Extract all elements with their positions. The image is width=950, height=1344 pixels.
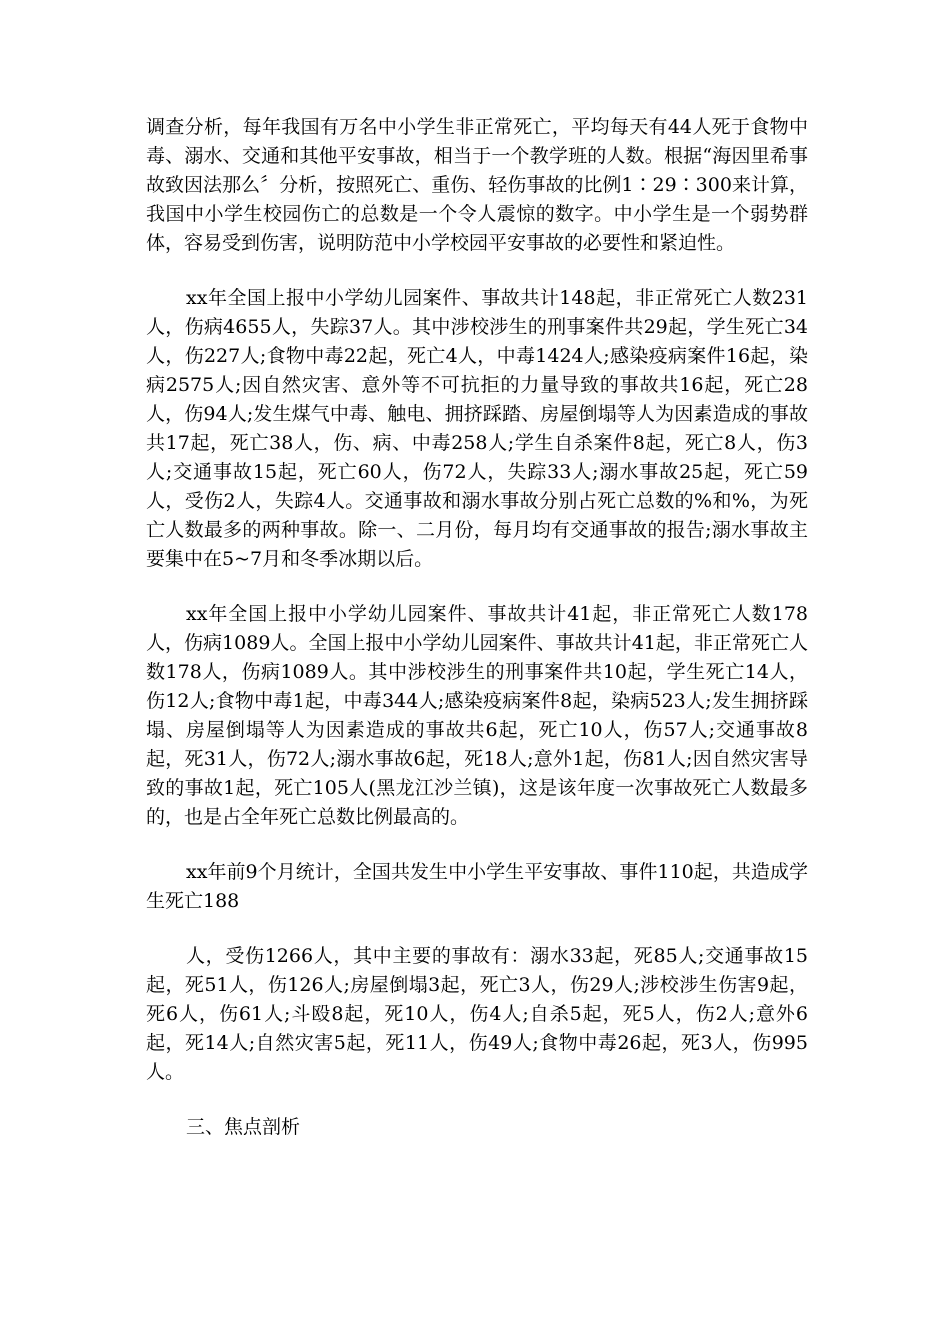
paragraph-intro: 调查分析，每年我国有万名中小学生非正常死亡，平均每天有44人死于食物中毒、溺水、交通和其他平安事故，相当于一个教学班的人数。根据“海因里希事故致因法那么〞分析，按照死亡、重伤、轻伤事故的比例1∶29∶300来计算，我国中小学生校园伤亡的总数是一个令人震惊的数字。中小学生是一个弱势群体，容易受到伤害，说明防范中小学校园平安事故的必要性和紧迫性。	[146, 116, 808, 254]
paragraph-year-statistics-1: xx年全国上报中小学幼儿园案件、事故共计148起，非正常死亡人数231人，伤病4655人，失踪37人。其中涉校涉生的刑事案件共29起，学生死亡34人，伤227人;食物中毒22起，死亡4人，中毒1424人;感染疫病案件16起，染病2575人;因自然灾害、意外等不可抗拒的力量导致的事故共16起，死亡28人，伤94人;发生煤气中毒、触电、拥挤踩踏、房屋倒塌等人为因素造成的事故共17起，死亡38人，伤、病、中毒258人;学生自杀案件8起，死亡8人，伤3人;交通事故15起，死亡60人，伤72人，失踪33人;溺水事故25起，死亡59人，受伤2人，失踪4人。交通事故和溺水事故分别占死亡总数的%和%，为死亡人数最多的两种事故。除一、二月份，每月均有交通事故的报告;溺水事故主要集中在5~7月和冬季冰期以后。	[146, 287, 808, 570]
paragraph-year-statistics-2: xx年全国上报中小学幼儿园案件、事故共计41起，非正常死亡人数178人，伤病1089人。全国上报中小学幼儿园案件、事故共计41起，非正常死亡人数178人，伤病1089人。其中涉校涉生的刑事案件共10起，学生死亡14人，伤12人;食物中毒1起，中毒344人;感染疫病案件8起，染病523人;发生拥挤踩塌、房屋倒塌等人为因素造成的事故共6起，死亡10人，伤57人;交通事故8起，死31人，伤72人;溺水事故6起，死18人;意外1起，伤81人;因自然灾害导致的事故1起，死亡105人(黑龙江沙兰镇)，这是该年度一次事故死亡人数最多的，也是占全年死亡总数比例最高的。	[146, 603, 808, 828]
paragraph-main-accidents: 人，受伤1266人，其中主要的事故有：溺水33起，死85人;交通事故15起，死51人，伤126人;房屋倒塌3起，死亡3人，伤29人;涉校涉生伤害9起，死6人，伤61人;斗殴8起，死10人，伤4人;自杀5起，死5人，伤2人;意外6起，死14人;自然灾害5起，死11人，伤49人;食物中毒26起，死3人，伤995人。	[146, 945, 808, 1083]
section-heading: 三、焦点剖析	[186, 1116, 301, 1138]
paragraph-nine-month-statistics: xx年前9个月统计，全国共发生中小学生平安事故、事件110起，共造成学生死亡188	[146, 861, 808, 912]
document-page	[146, 113, 808, 1142]
